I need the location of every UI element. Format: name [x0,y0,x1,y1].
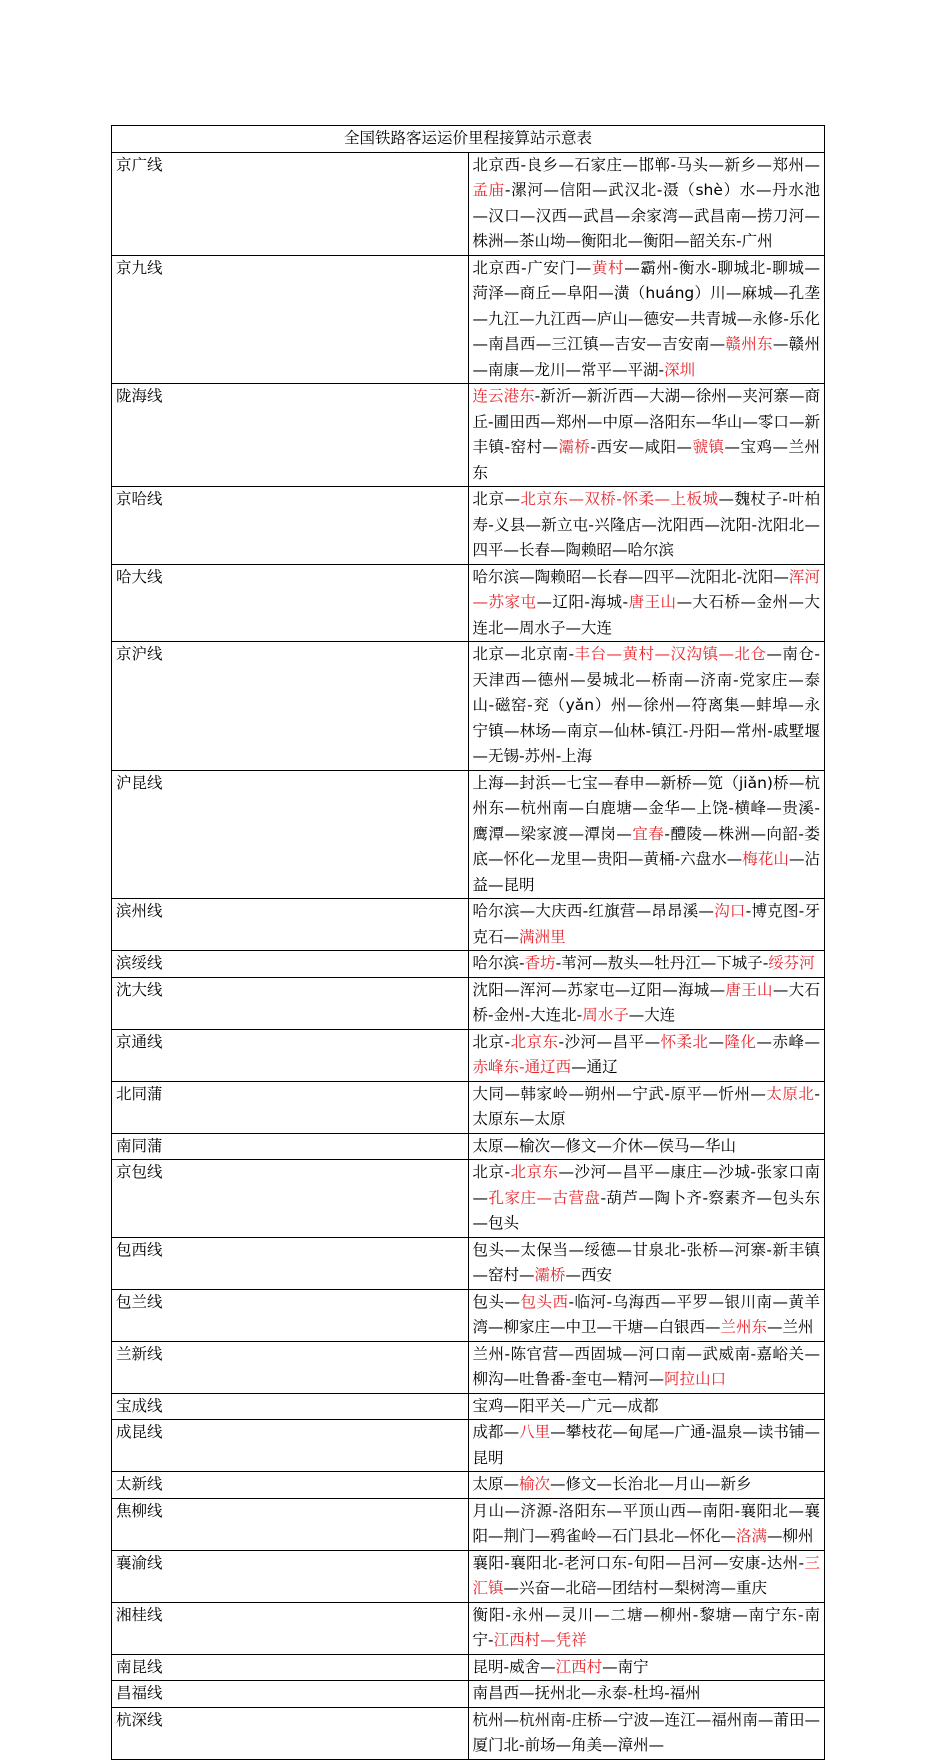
station-text: -沙河—昌平— [558,1032,661,1051]
junction-station-highlight: 三汇镇 [472,1553,820,1597]
junction-station-highlight: 赣州东 [725,335,773,353]
table-row [112,1289,825,1341]
table-title: 全国铁路客运运价里程接算站示意表 [112,126,825,153]
junction-station-highlight: 黄村 [591,258,625,277]
junction-station-highlight: 北京东—双桥-怀柔—上板城 [519,490,719,508]
station-text: -太原东—太原 [472,1084,820,1128]
station-sequence [468,1550,825,1602]
railway-line-name: 兰新线 [112,1341,469,1393]
railway-line-name: 包兰线 [112,1289,469,1341]
station-text: —通辽 [571,1058,618,1076]
railway-line-name: 南同蒲 [112,1133,469,1160]
station-text: 哈尔滨—大庆西-红旗营—昂昂溪— [472,902,714,920]
railway-line-name: 南昆线 [112,1654,469,1681]
railway-line-name: 北同蒲 [112,1081,469,1133]
railway-line-name: 太新线 [112,1472,469,1499]
station-text: 哈尔滨- [472,954,525,972]
station-text: 包头—太保当—绥德—甘泉北-张桥—河寨-新丰镇—窑村— [472,1240,820,1284]
station-sequence [468,1081,825,1133]
station-sequence [468,1707,825,1759]
station-text: 哈尔滨—陶赖昭—长春—四平—沈阳北-沈阳— [472,567,789,586]
station-text: —兴奋—北碚—团结村—梨树湾—重庆 [503,1579,768,1597]
railway-line-name: 滨州线 [112,899,469,951]
table-row [112,564,825,642]
station-sequence [468,642,825,771]
railway-line-name: 滨绥线 [112,951,469,978]
table-row [112,384,825,487]
junction-station-highlight: 榆次 [519,1475,551,1493]
station-text: —赣州—南康—龙川—常平—平湖- [472,335,820,379]
junction-station-highlight: 丰台—黄村—汉沟镇—北仓 [574,645,767,663]
junction-station-highlight: 满洲里 [519,927,566,946]
table-body [112,126,825,1760]
table-row [112,1420,825,1472]
station-sequence [468,770,825,899]
railway-line-name: 哈大线 [112,564,469,642]
station-text: -新沂—新沂西—大湖—徐州—夹河寨—商丘-圃田西—郑州—中原—洛阳东—华山—零口—新丰镇-窑村— [472,387,820,456]
table-row [112,1472,825,1499]
station-sequence [468,1341,825,1393]
station-text: 太原—榆次—修文—介休—侯马—华山 [472,1136,737,1155]
railway-line-name: 焦柳线 [112,1498,469,1550]
station-sequence [468,1498,825,1550]
table-row [112,1393,825,1420]
table-row [112,977,825,1029]
station-sequence [468,1654,825,1681]
station-text: 包头— [472,1292,520,1311]
junction-station-highlight: 虢镇 [692,438,725,456]
station-text: —西安 [565,1266,613,1284]
station-text: —南仓-天津西—德州—晏城北—桥南—济南-党家庄—泰山-磁窑-兖（yǎn）州—徐州—符离集—蚌埠—永宁镇—林场—南京—仙林-镇江-丹阳—常州-戚墅堰—无锡-苏州-上海 [472,645,821,765]
station-text: —沙河—昌平—康庄—沙城-张家口南— [472,1163,820,1207]
junction-station-highlight: 阿拉山口 [664,1370,727,1388]
rail-junction-table [111,125,825,1760]
junction-station-highlight: 江西村—凭祥 [493,1631,587,1649]
station-text: -漯河—信阳—武汉北-滠（shè）水—丹水池—汉口—汉西—武昌—余家湾—武昌南—捞刀河—株洲—茶山坳—衡阳北—衡阳—韶关东-广州 [472,181,820,250]
station-text: —霸州-衡水-聊城北-聊城—菏泽—商丘—阜阳—潢（huáng）川—麻城—孔垄—九江—九江西—庐山—德安—共青城—永修-乐化—南昌西—三江镇—吉安—吉安南— [472,258,821,353]
junction-station-highlight: 灞桥 [534,1266,566,1284]
table-row [112,487,825,565]
station-text: 宝鸡—阳平关—广元—成都 [472,1396,659,1415]
station-text: 大同—韩家岭—朔州—宁武-原平—忻州— [472,1084,766,1103]
table-row [112,1160,825,1238]
junction-station-highlight: 怀柔北 [660,1032,709,1051]
table-row [112,1341,825,1393]
station-sequence [468,1133,825,1160]
station-text: 北京—北京南- [472,645,575,663]
station-sequence [468,1237,825,1289]
junction-station-highlight: 太原北 [765,1084,815,1103]
railway-line-name: 京九线 [112,255,469,384]
junction-station-highlight: 周水子 [582,1006,629,1024]
station-text: —南宁 [602,1657,649,1676]
table-row [112,255,825,384]
railway-line-name: 京广线 [112,152,469,255]
station-text: 月山—济源-洛阳东—平顶山西—南阳-襄阳北—襄阳—荆门—鸦雀岭—石门县北—怀化— [472,1501,820,1545]
station-text: 北京西-广安门— [472,258,592,277]
station-sequence [468,951,825,978]
station-sequence [468,1029,825,1081]
station-text: 杭州—杭州南-庄桥—宁波—连江—福州南—莆田—厦门北-前场—角美—漳州— [472,1710,820,1754]
junction-station-highlight: 北京东 [510,1163,559,1181]
station-text: — [708,1032,725,1051]
station-sequence [468,1393,825,1420]
table-row [112,1133,825,1160]
table-row [112,1237,825,1289]
station-text: -醴陵—株洲—向韶-娄底—怀化—龙里—贵阳—黄桶-六盘水— [472,824,820,868]
station-text: —大石桥—金州—大连北—周水子—大连 [472,593,820,637]
junction-station-highlight: 兰州东 [720,1318,768,1336]
station-sequence [468,1602,825,1654]
station-text: 成都— [472,1423,520,1441]
table-row [112,899,825,951]
station-text: —大石桥-金州-大连北- [472,980,820,1024]
railway-line-name: 襄渝线 [112,1550,469,1602]
junction-station-highlight: 浑河—苏家屯 [472,567,820,611]
junction-station-highlight: 洛满 [736,1527,768,1545]
station-sequence [468,152,825,255]
junction-station-highlight: 江西村 [555,1657,603,1676]
station-text: 北京西-良乡—石家庄—邯郸-马头—新乡—郑州— [472,155,820,174]
station-sequence [468,1681,825,1708]
junction-station-highlight: 香坊 [524,954,556,972]
station-text: —魏杖子-叶柏寿-义县—新立屯-兴隆店—沈阳西—沈阳-沈阳北—四平—长春—陶赖昭—哈尔滨 [472,490,820,559]
station-sequence [468,1420,825,1472]
station-text: 北京- [472,1163,511,1181]
station-text: —兰州 [767,1318,814,1336]
station-text: —柳州 [767,1527,814,1545]
table-row [112,1602,825,1654]
railway-line-name: 京通线 [112,1029,469,1081]
railway-line-name: 杭深线 [112,1707,469,1759]
junction-station-highlight: 孔家庄—古营盘 [488,1188,601,1207]
junction-station-highlight: 宜春 [631,824,665,843]
table-row [112,1654,825,1681]
station-text: —攀枝花—甸尾—广通-温泉—读书铺—昆明 [472,1423,820,1467]
railway-line-name: 京沪线 [112,642,469,771]
railway-line-name: 成昆线 [112,1420,469,1472]
station-text: -葫芦—陶卜齐-察素齐—包头东—包头 [472,1188,820,1232]
table-row [112,1081,825,1133]
railway-line-name: 湘桂线 [112,1602,469,1654]
table-row [112,642,825,771]
junction-station-highlight: 唐王山 [725,980,773,999]
table-row [112,1498,825,1550]
station-text: 沈阳—浑河—苏家屯—辽阳—海城— [472,980,726,999]
railway-line-name: 沪昆线 [112,770,469,899]
station-text: —辽阳-海城- [536,593,629,611]
junction-station-highlight: 孟庙 [472,181,505,199]
station-sequence [468,1472,825,1499]
junction-station-highlight: 深圳 [664,360,696,379]
station-text: —宝鸡—兰州东 [472,438,820,482]
station-text: —修文—长治北—月山—新乡 [550,1475,752,1493]
title-row [112,126,825,153]
station-sequence [468,1160,825,1238]
junction-station-highlight: 北京东 [510,1032,559,1051]
junction-station-highlight: 唐王山 [628,593,677,611]
junction-station-highlight: 八里 [519,1423,551,1441]
station-text: -苇河—敖头—牡丹江—下城子- [555,954,769,972]
junction-station-highlight: 梅花山 [742,850,789,868]
station-sequence [468,255,825,384]
station-text: 南昌西—抚州北—永泰-杜坞-福州 [472,1684,701,1702]
station-sequence [468,899,825,951]
station-sequence [468,384,825,487]
station-text: —沾益—昆明 [472,850,820,894]
station-text: 襄阳-襄阳北-老河口东-旬阳—吕河—安康-达州- [472,1553,805,1572]
table-row [112,770,825,899]
station-text: 北京— [472,490,520,508]
table-row [112,951,825,978]
station-text: 太原— [472,1475,520,1493]
railway-line-name: 包西线 [112,1237,469,1289]
station-sequence [468,1289,825,1341]
table-row [112,152,825,255]
railway-line-name: 京包线 [112,1160,469,1238]
station-text: 衡阳-永州—灵川—二塘—柳州-黎塘—南宁东-南宁- [472,1605,820,1649]
station-text: 北京- [472,1032,511,1051]
station-text: 兰州-陈官营—西固城—河口南—武威南-嘉峪关—柳沟—吐鲁番-奎屯—精河— [472,1344,820,1388]
station-text: —赤峰— [756,1032,820,1051]
railway-line-name: 昌福线 [112,1681,469,1708]
junction-station-highlight: 沟口 [713,902,746,920]
station-text: -博克图-牙克石— [472,902,820,946]
station-sequence [468,487,825,565]
junction-station-highlight: 隆化 [724,1032,757,1051]
station-text: 上海—封浜—七宝—春申—新桥—笕（jiǎn)桥—杭州东—杭州南—白鹿塘—金华—上饶-横峰—贵溪-鹰潭—梁家渡—潭岗— [472,773,820,843]
junction-station-highlight: 包头西 [519,1292,569,1311]
railway-line-name: 宝成线 [112,1393,469,1420]
table-row [112,1550,825,1602]
junction-station-highlight: 绥芬河 [768,954,815,972]
table-row [112,1029,825,1081]
station-text: —大连 [628,1006,676,1024]
station-text: -西安—咸阳— [590,438,693,456]
station-text: -临河-乌海西—平罗—银川南—黄羊湾—柳家庄—中卫—干塘—白银西— [472,1292,820,1336]
junction-station-highlight: 连云港东 [472,387,535,405]
station-sequence [468,977,825,1029]
table-row [112,1707,825,1759]
junction-station-highlight: 赤峰东-通辽西 [472,1058,572,1076]
station-text: 昆明-威舍— [472,1657,556,1676]
junction-station-highlight: 灞桥 [558,438,591,456]
railway-line-name: 京哈线 [112,487,469,565]
railway-line-name: 陇海线 [112,384,469,487]
table-row [112,1681,825,1708]
railway-line-name: 沈大线 [112,977,469,1029]
station-sequence [468,564,825,642]
